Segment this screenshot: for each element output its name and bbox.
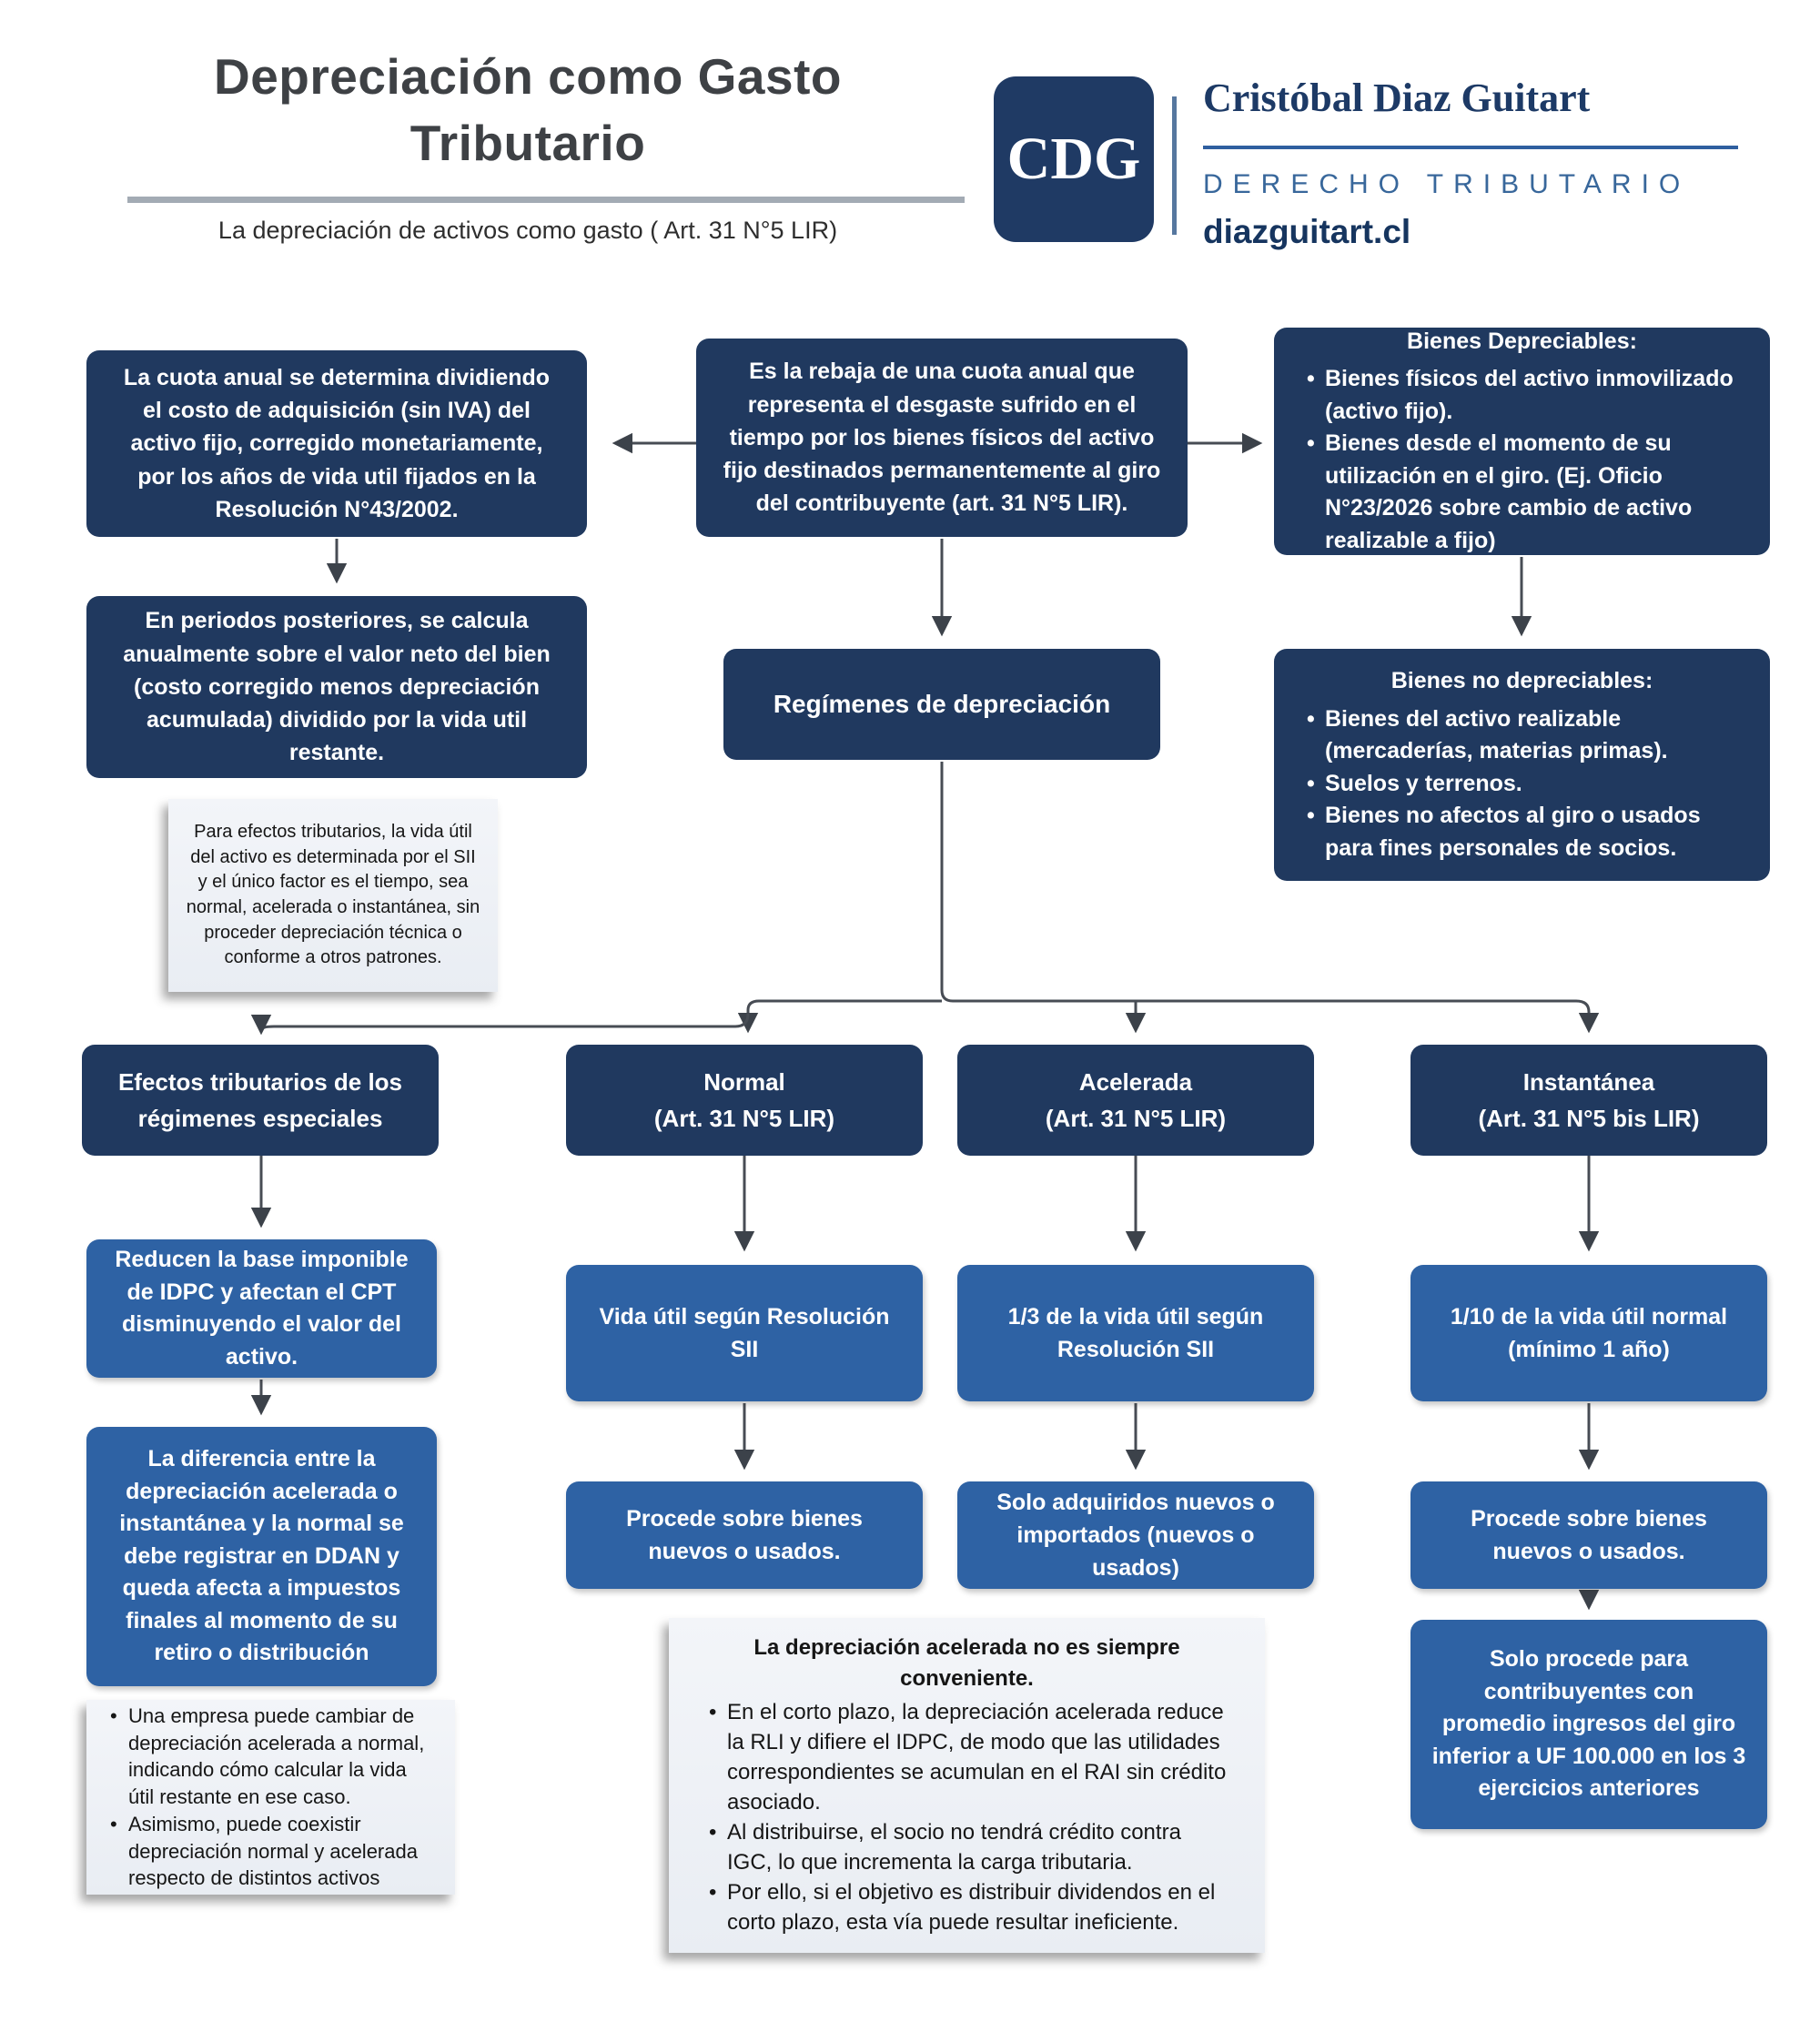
node-diferencia-ddan [86,1427,437,1686]
node-instantanea-bienes [1410,1481,1767,1589]
node-bienes-no-depreciables-title: Bienes no depreciables: [1390,668,1653,693]
note-acelerada-title: La depreciación acelerada no es siempre conveniente. [753,1635,1180,1691]
list-item: • Una empresa puede cambiar de depreciación acelerada a normal, indicando cómo calcular la vida útil restante en ese caso. [105,1703,437,1811]
node-periodos-posteriores-text: En periodos posteriores, se calcula anualmente sobre el valor neto del bien (costo corregido menos depreciación acumulada) dividido por la vida util restante. [123,608,551,766]
brand-name: Cristóbal Diaz Guitart [1203,76,1591,120]
node-bienes-depreciables [1274,328,1770,555]
node-acelerada-bienes-text: Solo adquiridos nuevos o importados (nuevos o usados) [996,1489,1275,1582]
node-diferencia-ddan-text: La diferencia entre la depreciación acelerada o instantánea y la normal se debe registrar en DDAN y queda afecta a impuestos finales al momento de su retiro o distribución [119,1446,404,1666]
node-bienes-no-depreciables-list [1301,703,1743,865]
column-header-normal [566,1045,923,1156]
note-acelerada-conveniencia [669,1618,1265,1953]
column-header-efectos-especiales [82,1045,439,1156]
list-item: • Suelos y terrenos. [1301,768,1743,801]
node-acelerada-bienes [957,1481,1314,1589]
node-bienes-no-depreciables [1274,649,1770,881]
node-tercio-vida-util [957,1265,1314,1401]
column-header-text: Efectos tributarios de los régimenes especiales [117,1067,403,1132]
column-header-acelerada [957,1045,1314,1156]
node-regimenes [723,649,1160,760]
column-header-title: Normal [703,1067,785,1096]
list-item: • Asimismo, puede coexistir depreciación normal y acelerada respecto de distintos activos [105,1811,437,1892]
list-item: • Bienes desde el momento de su utilización en el giro. (Ej. Oficio N°23/2026 sobre cambio de activo realizable a fijo) [1301,428,1743,557]
brand-tagline: DERECHO TRIBUTARIO [1203,169,1691,199]
column-header-subtitle: (Art. 31 N°5 bis LIR) [1478,1105,1700,1132]
node-vida-util-sii [566,1265,923,1401]
column-header-subtitle: (Art. 31 N°5 LIR) [653,1105,835,1132]
page-title-line2: Tributario [410,114,646,171]
node-instantanea-bienes-text: Procede sobre bienes nuevos o usados. [1471,1505,1707,1564]
node-tercio-vida-util-text: 1/3 de la vida útil según Resolución SII [1007,1303,1264,1362]
list-item: • Bienes del activo realizable (mercaderías, materias primas). [1301,703,1743,768]
cdg-monogram: CDG [1006,126,1141,192]
note-cambio-regimen [86,1700,455,1895]
node-bienes-depreciables-list [1301,363,1743,557]
node-definicion [696,339,1188,537]
node-reducen-base-text: Reducen la base imponible de IDPC y afectan el CPT disminuyendo el valor del activo. [115,1247,409,1370]
list-item: • En el corto plazo, la depreciación acelerada reduce la RLI y difiere el IDPC, de modo que las utilidades correspondientes se acumulan en el RAI sin crédito asociado. [703,1697,1230,1817]
note-vida-util-text: Para efectos tributarios, la vida útil del activo es determinada por el SII y el único factor es el tiempo, sea normal, acelerada o instantánea, sin proceder depreciación técnica o conforme a otros patrones. [186,822,480,968]
node-normal-bienes [566,1481,923,1589]
node-bienes-depreciables-title: Bienes Depreciables: [1407,328,1637,354]
page-title-line1: Depreciación como Gasto [213,48,843,105]
node-cuota-anual-text: La cuota anual se determina dividiendo el costo de adquisición (sin IVA) del activo fijo, corregido monetariamente, por los años de vida util fijados en la Resolución N°43/2002. [123,364,551,522]
column-header-title: Instantánea [1522,1067,1655,1096]
node-regimenes-text: Regímenes de depreciación [773,690,1111,718]
column-header-title: Acelerada [1078,1067,1193,1096]
list-item: • Bienes físicos del activo inmovilizado (activo fijo). [1301,363,1743,428]
node-decimo-vida-util-text: 1/10 de la vida útil normal (mínimo 1 año) [1450,1303,1728,1362]
node-definicion-text: Es la rebaja de una cuota anual que representa el desgaste sufrido en el tiempo por los bienes físicos del activo fijo destinados permanentemente al giro del contribuyente (art. 31 N°5 LIR). [723,359,1161,517]
node-cuota-anual [86,350,587,537]
node-vida-util-sii-text: Vida útil según Resolución SII [599,1303,890,1362]
note-vida-util [168,799,498,992]
node-tope-uf-text: Solo procede para contribuyentes con promedio ingresos del giro inferior a UF 100.000 en los 3 ejercicios anteriores [1431,1646,1746,1802]
node-reducen-base [86,1239,437,1378]
note-cambio-regimen-list [105,1703,437,1892]
page-subtitle: La depreciación de activos como gasto ( Art. 31 N°5 LIR) [217,217,838,244]
node-normal-bienes-text: Procede sobre bienes nuevos o usados. [626,1505,863,1564]
node-periodos-posteriores [86,596,587,778]
node-decimo-vida-util [1410,1265,1767,1401]
node-tope-uf [1410,1620,1767,1829]
brand-website: diazguitart.cl [1203,213,1411,250]
column-header-subtitle: (Art. 31 N°5 LIR) [1045,1105,1227,1132]
list-item: • Bienes no afectos al giro o usados para fines personales de socios. [1301,800,1743,864]
column-header-instantanea [1410,1045,1767,1156]
list-item: • Por ello, si el objetivo es distribuir dividendos en el corto plazo, esta vía puede resultar ineficiente. [703,1877,1230,1937]
list-item: • Al distribuirse, el socio no tendrá crédito contra IGC, lo que incrementa la carga tributaria. [703,1817,1230,1877]
note-acelerada-list [703,1697,1230,1938]
